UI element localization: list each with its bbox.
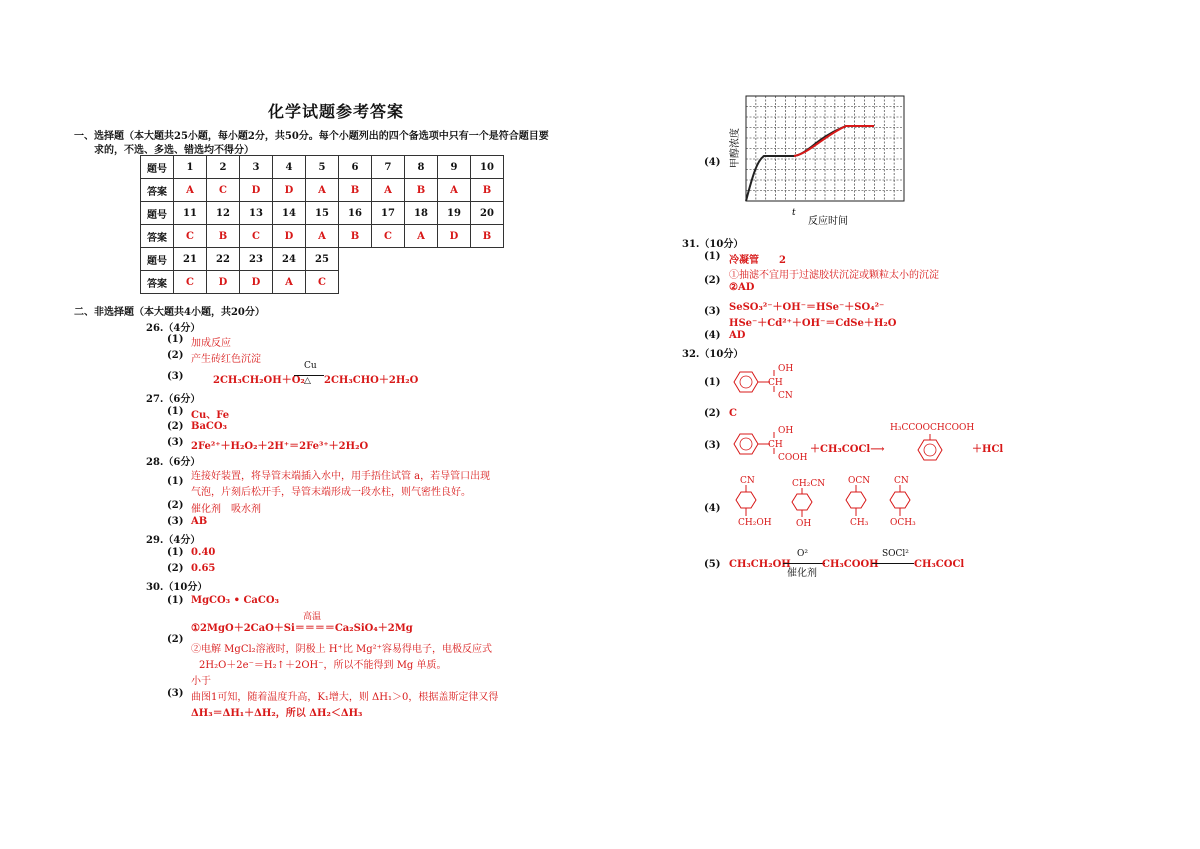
q27-answer2: BaCO₃ <box>191 421 227 432</box>
answer-table-answer-row <box>141 271 504 294</box>
question-number-cell: 23 <box>240 248 273 271</box>
question-number-cell: 16 <box>339 202 372 225</box>
question-number-cell: 10 <box>471 156 504 179</box>
q29-sub2: (2) <box>167 563 184 574</box>
q32-3-cooh: COOH <box>778 453 808 463</box>
answer-cell: A <box>174 179 207 202</box>
answer-cell: D <box>240 179 273 202</box>
q32-4-structures <box>726 474 926 540</box>
q32-3-reactant <box>726 424 816 466</box>
benzene-ring-icon <box>918 440 942 460</box>
q32-5-middle: CH₃COOH <box>822 559 879 570</box>
q30-answer1: MgCO₃ • CaCO₃ <box>191 595 279 606</box>
q30-4-sub: (4) <box>704 157 721 168</box>
question-number-cell: 24 <box>273 248 306 271</box>
answer-cell: B <box>339 225 372 248</box>
q26-answer1: 加成反应 <box>191 338 231 349</box>
isomer-4-bottom: OCH₃ <box>890 518 916 528</box>
t-label: t <box>792 208 796 218</box>
q30-answer3-line2: ΔH₃＝ΔH₁＋ΔH₂，所以 ΔH₂＜ΔH₃ <box>191 708 363 719</box>
q32-1-oh: OH <box>778 364 794 374</box>
answer-table-num-row <box>141 156 504 179</box>
q32-5-end: CH₃COCl <box>914 559 965 570</box>
isomer-4 <box>890 476 916 528</box>
q32-sub5: (5) <box>704 559 721 570</box>
question-number-cell: 5 <box>306 156 339 179</box>
section2-heading: 二、非选择题（本大题共4小题，共20分） <box>74 307 265 318</box>
q32-sub2: (2) <box>704 408 721 419</box>
q32-5-cond2-top: SOCl² <box>882 549 909 559</box>
aromatic-circle <box>740 438 752 450</box>
answer-cell: B <box>339 179 372 202</box>
answer-cell: D <box>438 225 471 248</box>
question-number-cell: 6 <box>339 156 372 179</box>
q31-sub2: (2) <box>704 275 721 286</box>
question-number-cell: 20 <box>471 202 504 225</box>
benzene-ring-icon <box>734 434 758 454</box>
q29-answer1: 0.40 <box>191 547 216 558</box>
q31-sub3: (3) <box>704 306 721 317</box>
isomer-1 <box>736 476 772 528</box>
q30-answer2-line4: 小于 <box>191 676 211 687</box>
q32-3-ch: CH <box>768 440 783 450</box>
answer-cell: A <box>372 179 405 202</box>
q27-label: 27.（6分） <box>146 394 201 405</box>
question-number-cell: 8 <box>405 156 438 179</box>
question-number-cell: 7 <box>372 156 405 179</box>
answer-cell: A <box>273 271 306 294</box>
question-number-cell: 4 <box>273 156 306 179</box>
answer-cell: A <box>438 179 471 202</box>
answer-cell: C <box>207 179 240 202</box>
row-label: 题号 <box>141 248 174 271</box>
question-number-cell: 11 <box>174 202 207 225</box>
answer-table-answer-row <box>141 225 504 248</box>
aromatic-circle <box>924 444 936 456</box>
question-number-cell: 19 <box>438 202 471 225</box>
question-number-cell: 15 <box>306 202 339 225</box>
question-number-cell: 9 <box>438 156 471 179</box>
question-number-cell: 21 <box>174 248 207 271</box>
q30-sub2: (2) <box>167 634 184 645</box>
q27-sub1: (1) <box>167 406 184 417</box>
q26-eq-left: 2CH₃CH₂OH＋O₂ <box>213 375 305 386</box>
q30-answer2-line3: 2H₂O＋2e⁻＝H₂↑＋2OH⁻，所以不能得到 Mg 单质。 <box>199 660 447 671</box>
q31-answer4: AD <box>729 330 746 341</box>
q32-3-oh: OH <box>778 426 794 436</box>
isomer-1-top: CN <box>740 476 755 486</box>
q30-cond: 高温 <box>303 612 322 622</box>
page-title: 化学试题参考答案 <box>268 102 405 121</box>
q32-label: 32.（10分） <box>682 349 744 360</box>
question-number-cell: 2 <box>207 156 240 179</box>
question-number-cell: 14 <box>273 202 306 225</box>
q26-sub3: (3) <box>167 371 184 382</box>
methanol-concentration-graph <box>728 90 918 230</box>
q30-answer2-line2: ②电解 MgCl₂溶液时，阴极上 H⁺比 Mg²⁺容易得电子，电极反应式 <box>191 644 492 655</box>
q32-sub3: (3) <box>704 440 721 451</box>
answer-cell: A <box>405 225 438 248</box>
q26-cond-bot: △ <box>304 376 311 386</box>
answer-cell: C <box>306 271 339 294</box>
benzene-ring-icon <box>846 492 866 508</box>
x-axis-label: 反应时间 <box>808 216 848 227</box>
q28-answer3: AB <box>191 516 208 527</box>
y-axis-label: 甲醇浓度 <box>730 128 741 168</box>
q30-label: 30.（10分） <box>146 582 208 593</box>
graph-grid <box>746 96 904 201</box>
q28-answer1-line1: 连接好装置，将导管末端插入水中，用手捂住试管 a，若导管口出现 <box>191 471 491 482</box>
q32-3-reagent: ＋CH₃COCl⟶ <box>810 444 885 455</box>
q31-label: 31.（10分） <box>682 239 744 250</box>
q32-1-cn: CN <box>778 391 793 401</box>
q31-sub1: (1) <box>704 251 721 262</box>
q32-3-hcl: ＋HCl <box>972 444 1004 455</box>
question-number-cell: 22 <box>207 248 240 271</box>
q32-sub4: (4) <box>704 503 721 514</box>
answer-cell: C <box>174 225 207 248</box>
q28-sub1: (1) <box>167 476 184 487</box>
q32-answer2: C <box>729 408 737 419</box>
answer-cell: D <box>207 271 240 294</box>
q31-answer2-line1: ①抽滤不宜用于过滤胶状沉淀或颗粒太小的沉淀 <box>729 270 939 281</box>
isomer-4-top: CN <box>894 476 909 486</box>
answer-cell: C <box>174 271 207 294</box>
answer-cell: B <box>471 225 504 248</box>
row-label: 题号 <box>141 156 174 179</box>
answer-cell: B <box>405 179 438 202</box>
q28-answer1-line2: 气泡，片刻后松开手，导管末端形成一段水柱，则气密性良好。 <box>191 487 471 498</box>
q30-answer2-line1: ①2MgO＋2CaO＋Si＝＝＝＝Ca₂SiO₄＋2Mg <box>191 623 413 634</box>
q32-1-ch: CH <box>768 378 783 388</box>
answer-cell: D <box>240 271 273 294</box>
q29-answer2: 0.65 <box>191 563 216 574</box>
q27-answer3: 2Fe²⁺＋H₂O₂＋2H⁺＝2Fe³⁺＋2H₂O <box>191 441 369 452</box>
answer-cell: B <box>471 179 504 202</box>
benzene-ring-icon <box>736 492 756 508</box>
section1-heading: 一、选择题（本大题共25小题，每小题2分，共50分。每个小题列出的四个备选项中只有一个是符合题目要 <box>74 131 549 142</box>
question-number-cell: 1 <box>174 156 207 179</box>
q26-sub1: (1) <box>167 334 184 345</box>
isomer-2-top: CH₂CN <box>792 479 826 489</box>
row-label: 题号 <box>141 202 174 225</box>
q32-3-product-formula: H₃CCOOCHCOOH <box>890 423 975 433</box>
aromatic-circle <box>740 376 752 388</box>
q26-cond-top: Cu <box>304 361 317 371</box>
q26-sub2: (2) <box>167 350 184 361</box>
question-number-cell: 25 <box>306 248 339 271</box>
q28-label: 28.（6分） <box>146 457 201 468</box>
q31-sub4: (4) <box>704 330 721 341</box>
question-number-cell: 18 <box>405 202 438 225</box>
answer-cell: C <box>240 225 273 248</box>
isomer-3-top: OCN <box>848 476 871 486</box>
question-number-cell: 13 <box>240 202 273 225</box>
q26-answer2: 产生砖红色沉淀 <box>191 354 261 365</box>
question-number-cell: 12 <box>207 202 240 225</box>
row-label: 答案 <box>141 225 174 248</box>
row-label: 答案 <box>141 271 174 294</box>
q31-answer1: 冷凝管 2 <box>729 255 786 266</box>
answer-cell: D <box>273 225 306 248</box>
q30-answer3-line1: 曲图1可知，随着温度升高，K₁增大，则 ΔH₁＞0，根据盖斯定律又得 <box>191 692 499 703</box>
question-number-cell: 3 <box>240 156 273 179</box>
answer-cell: A <box>306 179 339 202</box>
question-number-cell: 17 <box>372 202 405 225</box>
answer-cell: C <box>372 225 405 248</box>
answer-table-num-row <box>141 248 504 271</box>
row-label: 答案 <box>141 179 174 202</box>
benzene-ring-icon <box>734 372 758 392</box>
answer-table-num-row <box>141 202 504 225</box>
q32-5-start: CH₃CH₂OH <box>729 559 791 570</box>
answer-table <box>140 155 504 294</box>
q29-sub1: (1) <box>167 547 184 558</box>
answer-cell: A <box>306 225 339 248</box>
section1-heading-cont: 求的，不选、多选、错选均不得分） <box>94 145 254 156</box>
isomer-3-bottom: CH₃ <box>850 518 869 528</box>
q27-sub3: (3) <box>167 437 184 448</box>
q27-answer1: Cu、Fe <box>191 410 230 421</box>
q26-label: 26.（4分） <box>146 323 201 334</box>
q32-5-cond1-bot: 催化剂 <box>787 568 817 579</box>
isomer-2 <box>792 479 825 529</box>
benzene-ring-icon <box>890 492 910 508</box>
benzene-ring-icon <box>792 494 812 510</box>
curve-red <box>794 126 874 156</box>
q31-answer3-line2: HSe⁻＋Cd²⁺＋OH⁻＝CdSe＋H₂O <box>729 318 897 329</box>
answer-table-answer-row <box>141 179 504 202</box>
isomer-2-bottom: OH <box>796 519 812 529</box>
isomer-3 <box>846 476 870 528</box>
q28-answer2: 催化剂 吸水剂 <box>191 504 261 515</box>
answer-cell: D <box>273 179 306 202</box>
q30-sub3: (3) <box>167 688 184 699</box>
q28-sub2: (2) <box>167 500 184 511</box>
answer-cell: B <box>207 225 240 248</box>
isomer-1-bottom: CH₂OH <box>738 518 772 528</box>
q30-sub1: (1) <box>167 595 184 606</box>
q31-answer2-line2: ②AD <box>729 282 755 293</box>
q32-3-product-ring <box>912 434 952 468</box>
q28-sub3: (3) <box>167 516 184 527</box>
q32-1-structure <box>726 362 806 404</box>
q32-5-arrow2 <box>872 563 914 564</box>
q26-eq-right: 2CH₃CHO＋2H₂O <box>324 375 419 386</box>
q32-sub1: (1) <box>704 377 721 388</box>
q29-label: 29.（4分） <box>146 535 201 546</box>
q31-answer3-line1: SeSO₃²⁻＋OH⁻＝HSe⁻＋SO₄²⁻ <box>729 302 885 313</box>
q32-5-cond1-top: O² <box>797 549 808 559</box>
q27-sub2: (2) <box>167 421 184 432</box>
